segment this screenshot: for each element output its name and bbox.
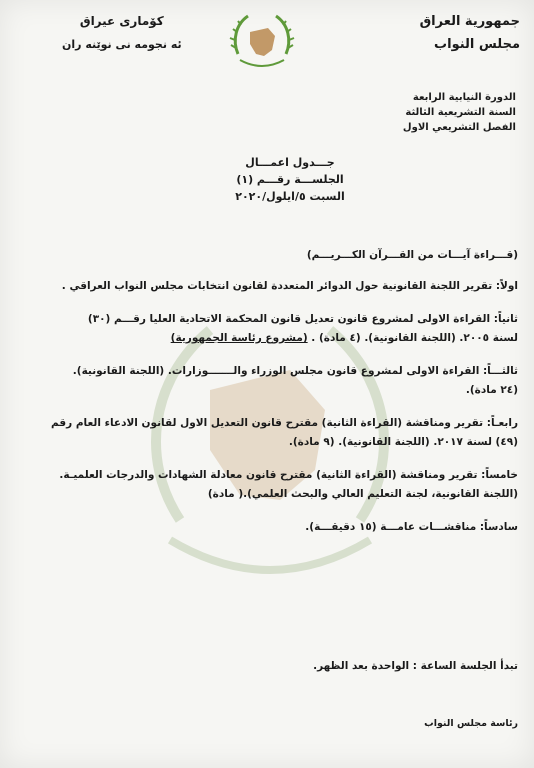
header-right [420, 14, 520, 52]
agenda-item-6-text: سادساً: مناقشـــات عامـــة (١٥ دقيقـــة). [305, 521, 518, 533]
agenda-item-2-line2 [18, 329, 518, 348]
agenda-item-4-line2: (٤٩) لسنة ٢٠١٧. (اللجنة القانونية). (٩ مادة). [288, 436, 518, 448]
agenda-items [18, 246, 518, 551]
agenda-item-5 [18, 466, 518, 504]
agenda-item-5-line1: خامساً: تقرير ومناقشة (القراءة الثانية) مقترح قانون معادلة الشهادات والدرجات العلميـة. [59, 469, 518, 481]
agenda-item-2-line1: ثانياً: القراءة الاولى لمشروع قانون تعديل قانون المحكمة الاتحادية العليا رقـــم (٣٠) [87, 313, 518, 325]
header-country-ku: كۆماری عیراق [79, 14, 164, 28]
agenda-heading [190, 154, 390, 205]
session-chapter: الفصل التشريعي الاول [402, 122, 516, 133]
agenda-item-3-line2: (٢٤ مادة). [465, 384, 518, 396]
agenda-item-3 [18, 362, 518, 400]
agenda-item-4 [18, 414, 518, 452]
footer-signature: رئاسة مجلس النواب [424, 718, 518, 729]
agenda-item-3-line1: ثالثـــاً: القراءة الاولى لمشروع قانون مجلس الوزراء والـــــــوزارات. (اللجنة القانونية). [72, 365, 518, 377]
parliament-logo-icon [228, 10, 296, 86]
header-parliament-ku: ئه نجومه نی نوێنه ران [62, 38, 182, 51]
agenda-item-2-details: لسنة ٢٠٠٥. (اللجنة القانونية). (٤ مادة) . [311, 332, 518, 344]
agenda-item-1-text: اولاً: تقرير اللجنة القانونية حول الدوائر المتعددة لقانون انتخابات مجلس النواب العراقي . [61, 280, 518, 292]
agenda-date: السبت ٥/ايلول/٢٠٢٠ [235, 190, 345, 203]
quran-recitation: (قـــراءة آيـــات من القـــرآن الكـــريـــم) [306, 249, 518, 261]
agenda-item-1 [18, 277, 518, 296]
session-start-time: تبدأ الجلسة الساعة : الواحدة بعد الظهر. [313, 660, 518, 672]
agenda-item-4-line1: رابعـاً: تقرير ومناقشة (القراءة الثانية) مقترح قانون التعديل الاول لقانون الادعاء العام رقم [51, 417, 518, 429]
agenda-session-number: الجلســـة رقـــم (١) [236, 173, 344, 186]
session-term: الدورة النيابية الرابعة [412, 92, 516, 103]
agenda-item-2-source: (مشروع رئاسة الجمهورية) [170, 332, 308, 344]
agenda-item-2 [18, 310, 518, 348]
header-country-ar: جمهورية العراق [419, 14, 520, 29]
session-info [403, 90, 516, 135]
agenda-item-5-line2: (اللجنة القانونية، لجنة التعليم العالي والبحث العلمي).( مادة) [207, 488, 518, 500]
session-year: السنة التشريعية الثالثة [405, 107, 516, 118]
header-left [62, 14, 182, 51]
agenda-item-6 [18, 518, 518, 537]
agenda-title: جـــدول اعمـــال [245, 156, 335, 169]
header-parliament-ar: مجلس النواب [434, 37, 520, 52]
